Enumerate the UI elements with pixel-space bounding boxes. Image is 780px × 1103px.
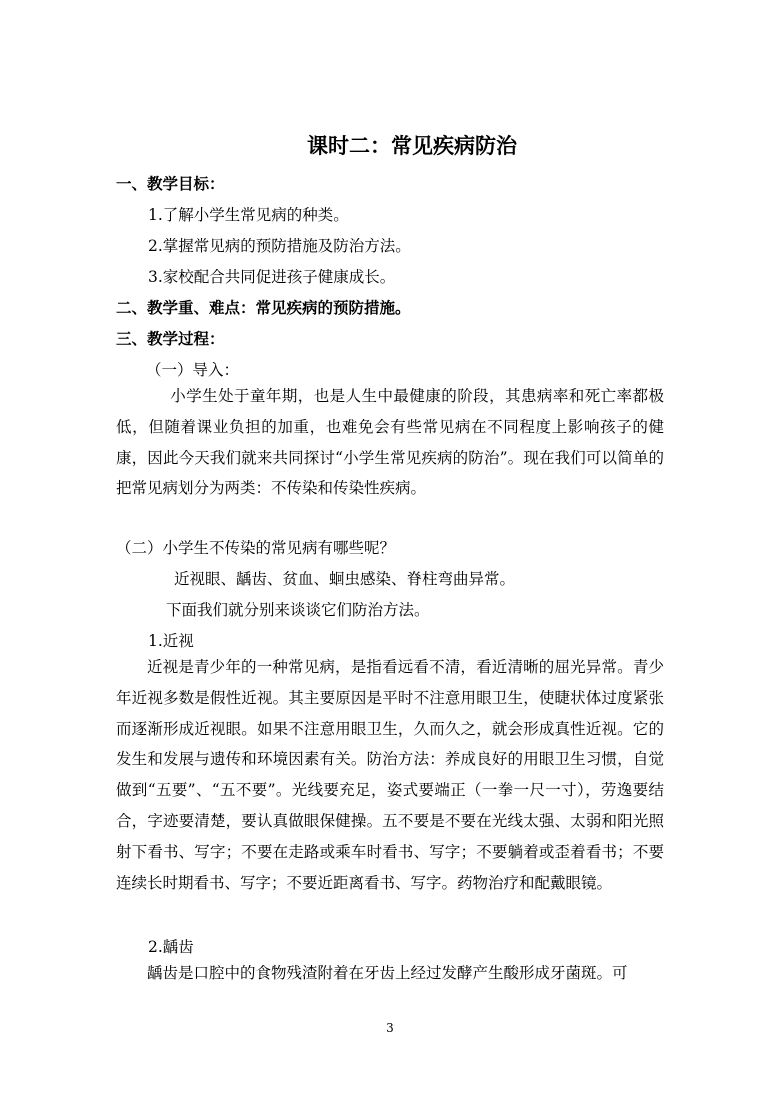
- section-noncontagious-heading: （二）小学生不传染的常见病有哪些呢？: [116, 539, 396, 557]
- goal-item-1: 1.了解小学生常见病的种类。: [148, 206, 349, 224]
- myopia-paragraph: 近视是青少年的一种常见病，是指看远看不清，看近清晰的屈光异常。青少年近视多数是假性近视。其主要原因是平时不注意用眼卫生，使睫状体过度紧张而逐渐形成近视眼。如果不注意用眼卫生，久而久之，就会形成真性近视。它的发生和发展与遗传和环境因素有关。防治方法：养成良好的用眼卫生习惯，自觉做到“五要”、“五不要”。光线要充足，姿式要端正（一拳一尺一寸），劳逸要结合，字迹要清楚，要认真做眼保健操。五不要是不要在光线太强、太弱和阳光照射下看书、写字；不要在走路或乘车时看书、写字；不要躺着或歪着看书；不要连续长时期看书、写字；不要近距离看书、写字。药物治疗和配戴眼镜。: [116, 658, 664, 892]
- heading-teaching-process: 三、教学过程：: [116, 329, 225, 348]
- subheading-caries: 2.龋齿: [148, 938, 194, 956]
- caries-paragraph: 龋齿是口腔中的食物残渣附着在牙齿上经过发酵产生酸形成牙菌斑。可: [147, 964, 628, 982]
- section-intro-heading: （一）导入：: [146, 361, 240, 379]
- subheading-myopia: 1.近视: [148, 632, 194, 650]
- heading-key-points: 二、教学重、难点：常见疾病的预防措施。: [116, 298, 411, 317]
- intro-paragraph: 小学生处于童年期，也是人生中最健康的阶段，其患病率和死亡率都极低，但随着课业负担的加重，也难免会有些常见病在不同程度上影响孩子的健康，因此今天我们就来共同探讨“小学生常见疾病的防治”。现在我们可以简单的把常见病划分为两类：不传染和传染性疾病。: [116, 387, 664, 498]
- heading-teaching-goals: 一、教学目标：: [116, 174, 225, 193]
- goal-item-2: 2.掌握常见病的预防措施及防治方法。: [148, 237, 411, 255]
- transition-sentence: 下面我们就分别来谈谈它们防治方法。: [166, 601, 430, 619]
- goal-item-3: 3.家校配合共同促进孩子健康成长。: [148, 268, 396, 286]
- disease-list: 近视眼、龋齿、贫血、蛔虫感染、脊柱弯曲异常。: [174, 570, 516, 588]
- document-title: 课时二：常见疾病防治: [307, 134, 517, 158]
- page-number: 3: [386, 1021, 394, 1035]
